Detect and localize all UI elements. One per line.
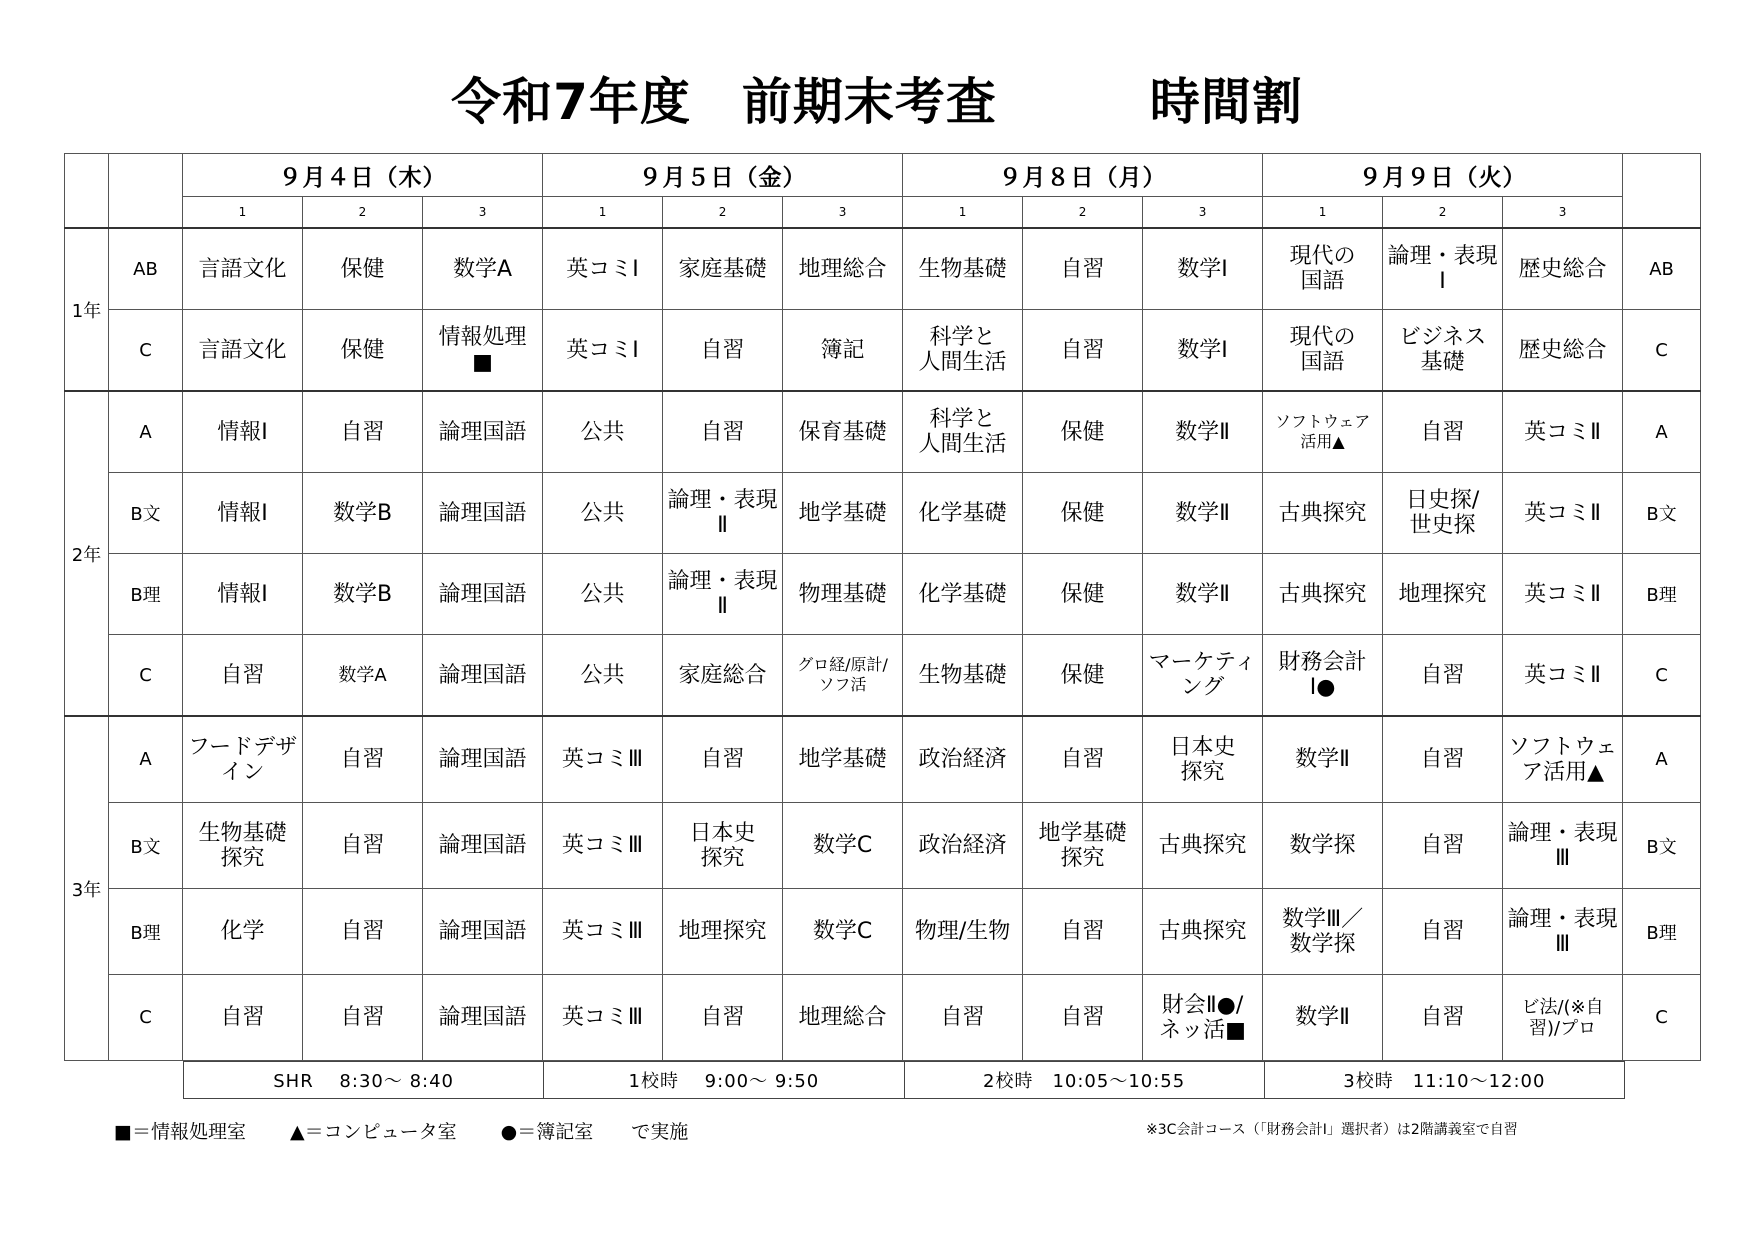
class-label-right: A <box>1623 391 1701 473</box>
subject-cell: 公共 <box>543 473 663 554</box>
subject-cell: 英コミⅡ <box>1503 391 1623 473</box>
day-header: ９月５日（金） <box>543 154 903 197</box>
subject-cell: 論理国語 <box>423 391 543 473</box>
subject-cell: 政治経済 <box>903 803 1023 889</box>
subject-cell: 古典探究 <box>1263 554 1383 635</box>
corner-blank <box>109 154 183 229</box>
class-label: B理 <box>109 554 183 635</box>
table-row <box>65 228 1701 310</box>
subject-cell: 化学基礎 <box>903 473 1023 554</box>
subject-cell: 保健 <box>1023 473 1143 554</box>
grade-label: 2年 <box>65 391 109 716</box>
subject-cell: 情報Ⅰ <box>183 473 303 554</box>
subject-cell: 論理・表現 Ⅲ <box>1503 803 1623 889</box>
subject-cell: 自習 <box>303 391 423 473</box>
subject-cell: 公共 <box>543 391 663 473</box>
subject-cell: 数学B <box>303 473 423 554</box>
subject-cell: 地理探究 <box>1383 554 1503 635</box>
subject-cell: 歴史総合 <box>1503 228 1623 310</box>
period-number: 2 <box>1023 197 1143 229</box>
subject-cell: 自習 <box>1383 889 1503 975</box>
period-number: 3 <box>1503 197 1623 229</box>
subject-cell: 英コミⅢ <box>543 975 663 1061</box>
period-number: 1 <box>1263 197 1383 229</box>
subject-cell: 地理総合 <box>783 975 903 1061</box>
table-row <box>65 391 1701 473</box>
subject-cell: 保育基礎 <box>783 391 903 473</box>
subject-cell: 保健 <box>1023 554 1143 635</box>
class-label: C <box>109 635 183 717</box>
class-label: AB <box>109 228 183 310</box>
subject-cell: 科学と 人間生活 <box>903 391 1023 473</box>
subject-cell: 数学Ⅱ <box>1263 716 1383 803</box>
table-row <box>65 310 1701 392</box>
subject-cell: 物理/生物 <box>903 889 1023 975</box>
subject-cell: 地理探究 <box>663 889 783 975</box>
subject-cell: 言語文化 <box>183 228 303 310</box>
class-label-right: B文 <box>1623 803 1701 889</box>
subject-cell: 数学Ⅱ <box>1143 473 1263 554</box>
table-row <box>65 635 1701 717</box>
class-label-right: AB <box>1623 228 1701 310</box>
time-shr: SHR 8:30～ 8:40 <box>184 1062 544 1099</box>
class-label-right: C <box>1623 310 1701 392</box>
period-number: 3 <box>1143 197 1263 229</box>
subject-cell: 英コミⅡ <box>1503 635 1623 717</box>
day-header: ９月９日（火） <box>1263 154 1623 197</box>
table-row <box>65 473 1701 554</box>
subject-cell: 論理国語 <box>423 635 543 717</box>
subject-cell: 英コミⅠ <box>543 228 663 310</box>
subject-cell: 保健 <box>1023 391 1143 473</box>
subject-cell: 生物基礎 探究 <box>183 803 303 889</box>
subject-cell: 自習 <box>1383 391 1503 473</box>
corner-blank <box>1623 154 1701 229</box>
period-number: 2 <box>663 197 783 229</box>
class-label: B文 <box>109 473 183 554</box>
subject-cell: 数学A <box>423 228 543 310</box>
subject-cell: 自習 <box>663 716 783 803</box>
subject-cell: 自習 <box>663 391 783 473</box>
subject-cell: 公共 <box>543 635 663 717</box>
subject-cell: 数学C <box>783 889 903 975</box>
subject-cell: 物理基礎 <box>783 554 903 635</box>
subject-cell: 日本史 探究 <box>1143 716 1263 803</box>
subject-cell: フードデザ イン <box>183 716 303 803</box>
subject-cell: 化学基礎 <box>903 554 1023 635</box>
subject-cell: 自習 <box>903 975 1023 1061</box>
subject-cell: 古典探究 <box>1143 889 1263 975</box>
subject-cell: 生物基礎 <box>903 228 1023 310</box>
subject-cell: 数学Ⅰ <box>1143 310 1263 392</box>
class-label-right: A <box>1623 716 1701 803</box>
subject-cell: 数学Ⅱ <box>1143 391 1263 473</box>
subject-cell: 論理国語 <box>423 473 543 554</box>
subject-cell: 歴史総合 <box>1503 310 1623 392</box>
period-number: 2 <box>303 197 423 229</box>
subject-cell: 自習 <box>303 889 423 975</box>
subject-cell: 自習 <box>303 975 423 1061</box>
room-legend: ■＝情報処理室 ▲＝コンピュータ室 ●＝簿記室 で実施 <box>114 1121 689 1143</box>
subject-cell: 英コミⅢ <box>543 889 663 975</box>
subject-cell: 家庭基礎 <box>663 228 783 310</box>
subject-cell: ソフトウェア 活用▲ <box>1263 391 1383 473</box>
subject-cell: 自習 <box>1023 228 1143 310</box>
subject-cell: 公共 <box>543 554 663 635</box>
subject-cell: 論理国語 <box>423 716 543 803</box>
subject-cell: ソフトウェ ア活用▲ <box>1503 716 1623 803</box>
period-number: 1 <box>183 197 303 229</box>
period-times <box>183 1061 1625 1099</box>
table-row <box>65 803 1701 889</box>
subject-cell: 情報処理 ■ <box>423 310 543 392</box>
class-label: C <box>109 975 183 1061</box>
class-label-right: B文 <box>1623 473 1701 554</box>
corner-blank <box>65 154 109 229</box>
subject-cell: 数学B <box>303 554 423 635</box>
subject-cell: 地学基礎 <box>783 716 903 803</box>
subject-cell: 情報Ⅰ <box>183 391 303 473</box>
class-label: C <box>109 310 183 392</box>
subject-cell: 数学探 <box>1263 803 1383 889</box>
class-label: B文 <box>109 803 183 889</box>
class-label: A <box>109 716 183 803</box>
subject-cell: 財務会計 Ⅰ● <box>1263 635 1383 717</box>
class-label: B理 <box>109 889 183 975</box>
class-label-right: B理 <box>1623 889 1701 975</box>
time-period-3: 3校時 11:10～12:00 <box>1264 1062 1624 1099</box>
subject-cell: 数学Ⅱ <box>1263 975 1383 1061</box>
subject-cell: 自習 <box>663 975 783 1061</box>
subject-cell: 日本史 探究 <box>663 803 783 889</box>
subject-cell: 自習 <box>1023 889 1143 975</box>
subject-cell: 自習 <box>663 310 783 392</box>
subject-cell: 英コミⅡ <box>1503 473 1623 554</box>
subject-cell: 英コミⅢ <box>543 716 663 803</box>
subject-cell: 論理国語 <box>423 803 543 889</box>
subject-cell: ビジネス 基礎 <box>1383 310 1503 392</box>
subject-cell: 論理・表現 Ⅱ <box>663 554 783 635</box>
subject-cell: 現代の 国語 <box>1263 228 1383 310</box>
class-label-right: C <box>1623 975 1701 1061</box>
time-period-2: 2校時 10:05～10:55 <box>904 1062 1264 1099</box>
table-row <box>65 716 1701 803</box>
subject-cell: 数学A <box>303 635 423 717</box>
subject-cell: 自習 <box>1023 716 1143 803</box>
footnote: ※3C会計コース（「財務会計Ⅰ」選択者）は2階講義室で自習 <box>1146 1122 1518 1138</box>
period-number: 1 <box>903 197 1023 229</box>
page-title: 令和7年度 前期末考査 時間割 <box>451 73 1303 131</box>
subject-cell: 言語文化 <box>183 310 303 392</box>
subject-cell: 化学 <box>183 889 303 975</box>
subject-cell: ビ法/(※自 習)/プロ <box>1503 975 1623 1061</box>
subject-cell: 論理・表現 Ⅱ <box>663 473 783 554</box>
subject-cell: 現代の 国語 <box>1263 310 1383 392</box>
subject-cell: 数学Ⅰ <box>1143 228 1263 310</box>
subject-cell: 自習 <box>1383 975 1503 1061</box>
subject-cell: 数学C <box>783 803 903 889</box>
grade-label: 3年 <box>65 716 109 1061</box>
subject-cell: 財会Ⅱ●/ ネッ活■ <box>1143 975 1263 1061</box>
subject-cell: 自習 <box>183 975 303 1061</box>
subject-cell: 英コミⅠ <box>543 310 663 392</box>
subject-cell: 政治経済 <box>903 716 1023 803</box>
subject-cell: グロ経/原計/ ソフ活 <box>783 635 903 717</box>
subject-cell: 保健 <box>303 228 423 310</box>
table-row <box>65 889 1701 975</box>
subject-cell: 地理総合 <box>783 228 903 310</box>
period-number: 3 <box>423 197 543 229</box>
table-row <box>65 975 1701 1061</box>
class-label: A <box>109 391 183 473</box>
subject-cell: 自習 <box>1023 975 1143 1061</box>
subject-cell: 地学基礎 探究 <box>1023 803 1143 889</box>
subject-cell: 自習 <box>183 635 303 717</box>
table-row <box>65 554 1701 635</box>
period-number: 1 <box>543 197 663 229</box>
subject-cell: 英コミⅢ <box>543 803 663 889</box>
subject-cell: 数学Ⅲ／ 数学探 <box>1263 889 1383 975</box>
subject-cell: 保健 <box>303 310 423 392</box>
subject-cell: 古典探究 <box>1263 473 1383 554</box>
subject-cell: 論理・表現 Ⅰ <box>1383 228 1503 310</box>
subject-cell: 自習 <box>303 716 423 803</box>
period-number: 2 <box>1383 197 1503 229</box>
day-header: ９月８日（月） <box>903 154 1263 197</box>
subject-cell: 科学と 人間生活 <box>903 310 1023 392</box>
time-period-1: 1校時 9:00～ 9:50 <box>544 1062 904 1099</box>
subject-cell: 論理・表現 Ⅲ <box>1503 889 1623 975</box>
period-number: 3 <box>783 197 903 229</box>
subject-cell: 数学Ⅱ <box>1143 554 1263 635</box>
subject-cell: 古典探究 <box>1143 803 1263 889</box>
subject-cell: 簿記 <box>783 310 903 392</box>
subject-cell: 論理国語 <box>423 554 543 635</box>
subject-cell: 英コミⅡ <box>1503 554 1623 635</box>
subject-cell: 日史探/ 世史探 <box>1383 473 1503 554</box>
subject-cell: 自習 <box>1383 635 1503 717</box>
class-label-right: C <box>1623 635 1701 717</box>
subject-cell: 論理国語 <box>423 975 543 1061</box>
exam-timetable <box>64 153 1701 1061</box>
subject-cell: 生物基礎 <box>903 635 1023 717</box>
subject-cell: 地学基礎 <box>783 473 903 554</box>
subject-cell: 保健 <box>1023 635 1143 717</box>
subject-cell: 自習 <box>1383 803 1503 889</box>
subject-cell: 情報Ⅰ <box>183 554 303 635</box>
subject-cell: 自習 <box>303 803 423 889</box>
subject-cell: 自習 <box>1383 716 1503 803</box>
subject-cell: 自習 <box>1023 310 1143 392</box>
day-header: ９月４日（木） <box>183 154 543 197</box>
grade-label: 1年 <box>65 228 109 391</box>
subject-cell: 論理国語 <box>423 889 543 975</box>
class-label-right: B理 <box>1623 554 1701 635</box>
subject-cell: マーケティ ング <box>1143 635 1263 717</box>
subject-cell: 家庭総合 <box>663 635 783 717</box>
